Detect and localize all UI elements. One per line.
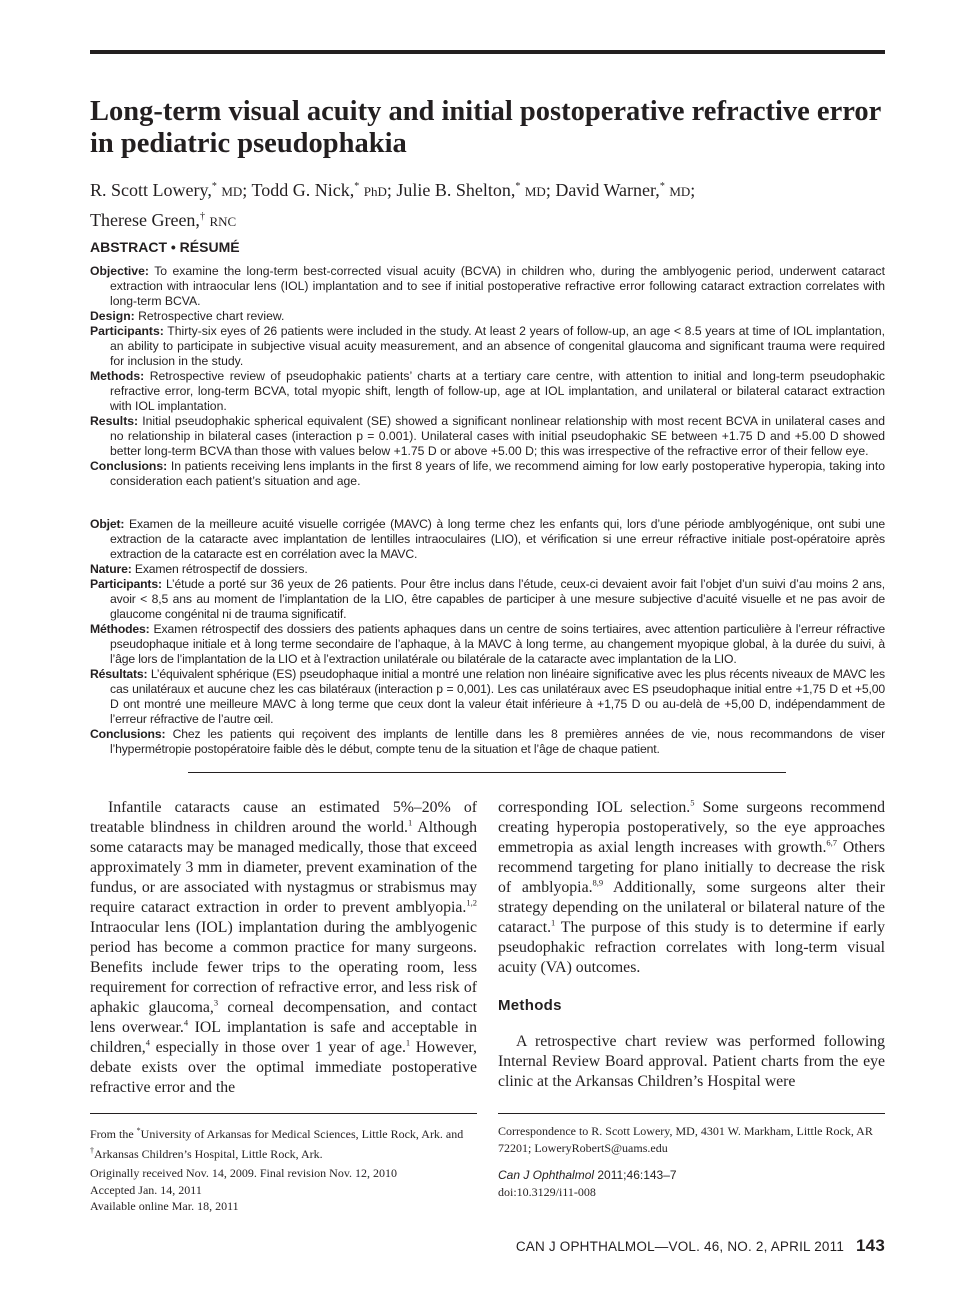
methods-heading: Methods	[498, 997, 562, 1014]
abstract-item: Results: Initial pseudophakic spherical equivalent (SE) showed a significant nonlinear relationship with most recent BCVA in unilateral cases and no relationship in bilateral cases (interaction p = 0.001). Unilateral cases with initial pseudophakic SE between +1.75 D and +5.00 D showed better long-term BCVA than those with values below +1.75 D or above +5.00 D; this was irrespective of the refractive error of their fellow eye.	[90, 414, 886, 458]
citation-block	[498, 1167, 886, 1200]
article-title: Long-term visual acuity and initial postoperative refractive error in pediatric pseudophakia	[90, 96, 881, 159]
affiliations: From the *University of Arkansas for Medical Sciences, Little Rock, Ark. and †Arkansas Children’s Hospital, Little Rock, Ark.	[90, 1126, 464, 1161]
author: Todd G. Nick,* PhD;	[251, 180, 392, 200]
abstract-item: Methods: Retrospective review of pseudophakic patients’ charts at a tertiary care centre, with attention to initial and long-term pseudophakic refractive error, long-term BCVA, total myopic shift, length of follow-up, age at IOL implantation, and unilateral or bilateral cataract extraction with IOL implantation.	[90, 369, 885, 413]
author-list	[90, 174, 890, 234]
abstract-item: Conclusions: Chez les patients qui reçoivent des implants de lentille dans les 8 premières années de vie, nous recommandons de viser l’hypermétropie postopératoire faible dès le début, compte tenu de la situation et l’âge de chaque patient.	[90, 727, 885, 756]
footnote-rule-left	[90, 1113, 477, 1114]
abstract-item: Conclusions: In patients receiving lens implants in the first 8 years of life, we recommend aiming for low early postoperative hyperopia, taking into consideration each patient’s situation and age.	[90, 459, 885, 488]
correspondence: Correspondence to R. Scott Lowery, MD, 4301 W. Markham, Little Rock, AR 72201; LoweryRobertS@uams.edu	[498, 1124, 873, 1155]
abstract-item: Objective: To examine the long-term best-corrected visual acuity (BCVA) in children who, during the amblyogenic period, underwent cataract extraction with intraocular lens (IOL) implantation and to see if initial postoperative refractive error following cataract extraction correlates with long-term BCVA.	[90, 264, 885, 308]
abstract-item: Participants: Thirty-six eyes of 26 patients were included in the study. At least 2 years of follow-up, an age < 8.5 years at time of IOL implantation, an ability to participate in subjective visual acuity measurement, and an absence of congenital glaucoma and significant trauma were required for inclusion in the study.	[90, 324, 885, 368]
abstract-item: Objet: Examen de la meilleure acuité visuelle corrigée (MAVC) à long terme chez les enfants qui, lors d’une période amblyogénique, ont subi une extraction de la cataracte avec implantation de lentilles intraoculaires (LIO), et vérification si une erreur réfractive initiale post-opératoire après extraction de la cataracte est en corrélation avec la MAVC.	[90, 517, 885, 561]
author: Julie B. Shelton,* MD;	[396, 180, 551, 200]
body-column-left	[90, 798, 477, 1098]
article-dates	[90, 1165, 480, 1215]
author: Therese Green,† RNC	[90, 210, 237, 230]
abstract-item: Design: Retrospective chart review.	[90, 309, 285, 323]
abstract-item: Résultats: L’équivalent sphérique (ES) pseudophaque initial a montré une relation non linéaire significative avec les plus récents niveaux de MAVC les cas unilatéraux et aucune chez les cas bilatéraux (interaction p = 0,001). Les cas unilatéraux avec ES pseudophaque initial entre +1,75 D et +5,00 D ont montré une meilleure MAVC à long terme que ceux dont la valeur était inférieure à +1,75 D ou au-delà de +5,00 D, indépendamment de l’erreur réfractive de l’autre œil.	[90, 667, 885, 726]
author: David Warner,* MD;	[555, 180, 696, 200]
abstract-heading: ABSTRACT • RÉSUMÉ	[90, 239, 240, 255]
page-number: 143	[856, 1236, 885, 1255]
top-rule	[90, 50, 885, 54]
received-date: Originally received Nov. 14, 2009. Final revision Nov. 12, 2010	[90, 1166, 398, 1180]
journal-issue: CAN J OPHTHALMOL—VOL. 46, NO. 2, APRIL 2011	[515, 1239, 845, 1254]
author: R. Scott Lowery,* MD;	[90, 180, 248, 200]
abstract-english	[90, 264, 885, 489]
body-column-right	[498, 798, 885, 1092]
doi: doi:10.3129/i11-008	[498, 1184, 596, 1199]
body-paragraph: Infantile cataracts cause an estimated 5%–20% of treatable blindness in children around the world.$^1$ Although some cataracts may be managed medically, those that exceed approximately 3 mm in diameter, prevent examination of the fundus, or are associated with nystagmus or strabismus may require cataract extraction in order to prevent amblyopia.$^{1,2}$ Intraocular lens (IOL) implantation during the amblyogenic period has become a common practice for many surgeons. Benefits include fewer trips to the operating room, less requirement for correction of refractive error, and less risk of aphakic glaucoma,$^3$ corneal decompensation, and contact lens overwear.$^4$ IOL implantation is safe and acceptable in children,$^4$ especially in those over 1 year of age.$^1$ However, debate exists over the optimal immediate postoperative refractive error and the	[90, 799, 477, 1096]
abstract-item: Méthodes: Examen rétrospectif des dossiers des patients aphaques dans un centre de soins tertiaires, avec attention particulière à l’erreur réfractive pseudophaque initiale et à long terme secondaire de l’aphaque, à la MAVC à long terme, au changement myopique global, à la durée du suivi, à l’âge lors de l’implantation de la LIO et à l’extraction unilatérale ou bilatérale de la cataracte avec implantation de la LIO.	[90, 622, 885, 666]
page-footer	[516, 1236, 885, 1256]
abstract-item: Nature: Examen rétrospectif de dossiers.	[90, 562, 308, 576]
abstract-item: Participants: L’étude a porté sur 36 yeux de 26 patients. Pour être inclus dans l’étude, ceux-ci devaient avoir fait l’objet d’un suivi d’au moins 2 ans, avoir < 8,5 ans au moment de l’implantation de la LIO, être capables de participer à une mesure subjective d’acuité visuelle et ne pas avoir de glaucome congénital ni de trauma significatif.	[90, 577, 885, 621]
online-date: Available online Mar. 18, 2011	[90, 1199, 239, 1213]
body-paragraph: corresponding IOL selection.$^5$ Some surgeons recommend creating hyperopia postoperatively, so the eye approaches emmetropia as axial length increases with growth.$^{6,7}$ Others recommend targeting for plano initially to decrease the risk of amblyopia.$^{8,9}$ Additionally, some surgeons alter their strategy depending on the unilateral or bilateral nature of the cataract.$^1$ The purpose of this study is to determine if early pseudophakic refraction correlates with long-term visual acuity (VA) outcomes.	[498, 797, 885, 976]
body-paragraph: A retrospective chart review was performed following Internal Review Board approval. Patient charts from the eye clinic at the Arkansas Children’s Hospital were	[498, 1033, 885, 1090]
abstract-french	[90, 517, 885, 757]
journal-abbrev: Can J Ophthalmol	[498, 1168, 595, 1182]
section-divider	[188, 772, 786, 773]
citation: 2011;46:143–7	[594, 1168, 677, 1182]
accepted-date: Accepted Jan. 14, 2011	[90, 1182, 202, 1197]
footnote-rule-right	[498, 1113, 885, 1114]
